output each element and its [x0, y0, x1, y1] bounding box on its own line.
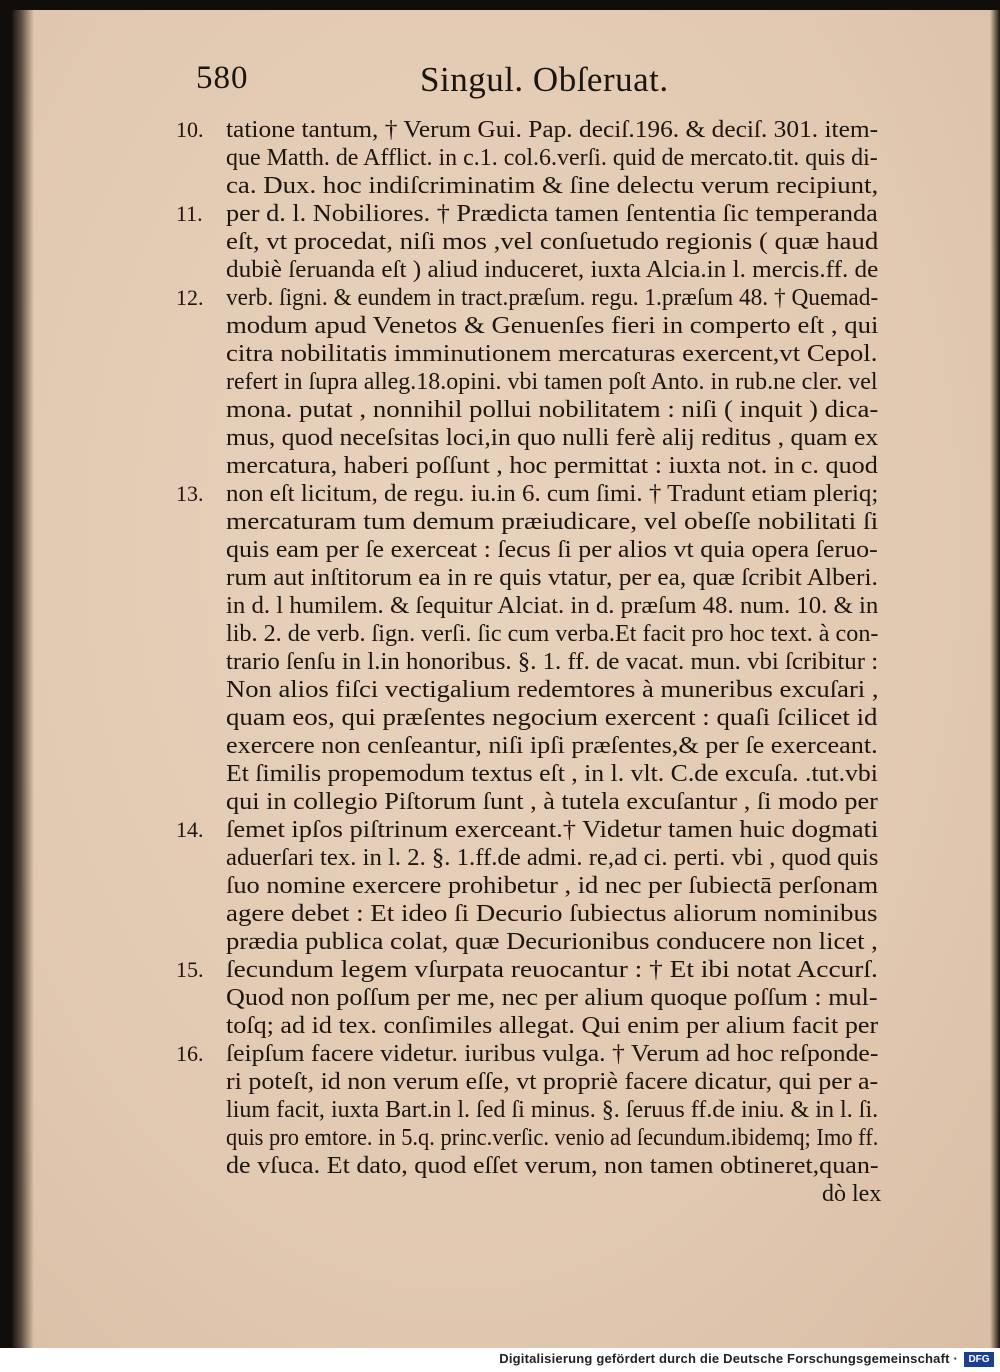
- text-line: dubiè ſeruanda eſt ) aliud induceret, iuxta Alcia.in l. mercis.ff. de: [226, 257, 879, 283]
- text-line: aduerſari tex. in l. 2. §. 1.ff.de admi. re,ad ci. perti. vbi , quod quis: [226, 845, 879, 871]
- text-line: trario ſenſu in l.in honoribus. §. 1. ff. de vacat. mun. vbi ſcribitur :: [226, 649, 879, 675]
- marginal-number: 10.: [176, 117, 204, 142]
- marginal-number: 16.: [176, 1041, 204, 1066]
- text-line: que Matth. de Afflict. in c.1. col.6.verſi. quid de mercato.tit. quis di-: [226, 145, 878, 171]
- text-line: rum aut inſtitorum ea in re quis vtatur, per ea, quæ ſcribit Alberi.: [226, 565, 878, 591]
- marginal-number: 13.: [176, 481, 204, 506]
- text-line: toſq; ad id tex. conſimiles allegat. Qui enim per alium facit per: [226, 1013, 879, 1039]
- text-line: ſeipſum facere videtur. iuribus vulga. † Verum ad hoc reſponde-: [226, 1041, 879, 1067]
- text-line: eſt, vt procedat, niſi mos ,vel conſuetudo regionis ( quæ haud: [226, 229, 879, 255]
- text-line: per d. l. Nobiliores. † Prædicta tamen ſententia ſic temperanda: [226, 201, 878, 227]
- text-line: qui in collegio Piſtorum ſunt , à tutela excuſantur , ſi modo per: [226, 789, 878, 815]
- text-line: ſuo nomine exercere prohibetur , id nec per ſubiectā perſonam: [226, 873, 879, 899]
- page-spine-shadow: [12, 10, 34, 1348]
- text-line: mona. putat , nonnihil pollui nobilitatem : niſi ( inquit ) dica-: [226, 397, 879, 423]
- page-header: [0, 60, 1000, 110]
- text-line: quam eos, qui præſentes negocium exercent : quaſi ſcilicet id: [226, 705, 878, 731]
- text-line: refert in ſupra alleg.18.opini. vbi tamen poſt Anto. in rub.ne cler. vel: [226, 369, 878, 395]
- text-line: modum apud Venetos & Genuenſes fieri in comperto eſt , qui: [226, 313, 879, 339]
- text-line: Et ſimilis propemodum textus eſt , in l. vlt. C.de excuſa. .tut.vbi: [226, 761, 878, 787]
- text-line: lium facit, iuxta Bart.in l. ſed ſi minus. §. ſeruus ff.de iniu. & in l. ſi.: [226, 1097, 879, 1123]
- running-title: Singul. Obſeruat.: [420, 60, 669, 99]
- text-line: quis eam per ſe exerceat : ſecus ſi per alios vt quia opera ſeruo-: [226, 537, 878, 563]
- dfg-logo: DFG: [964, 1352, 994, 1367]
- text-line: in d. l humilem. & ſequitur Alciat. in d. præſum 48. num. 10. & in: [226, 593, 879, 619]
- text-line: mercaturam tum demum præiudicare, vel obeſſe nobilitati ſi: [226, 509, 879, 535]
- text-line: exercere non cenſeantur, niſi ipſi præſentes,& per ſe exerceant.: [226, 733, 878, 759]
- footer-bar: [0, 1348, 1000, 1372]
- marginal-number: 15.: [176, 957, 204, 982]
- text-line: mus, quod neceſsitas loci,in quo nulli ferè alij reditus , quam ex: [226, 425, 879, 451]
- text-line: tatione tantum, † Verum Gui. Pap. deciſ.196. & deciſ. 301. item-: [226, 117, 879, 143]
- page-edge-shadow: [990, 10, 1000, 1348]
- text-line: de vſuca. Et dato, quod eſſet verum, non tamen obtineret,quan-: [226, 1153, 879, 1179]
- text-line: ſecundum legem vſurpata reuocantur : † Et ibi notat Accurſ.: [226, 957, 878, 983]
- funding-notice: Digitalisierung gefördert durch die Deutsche Forschungsgemeinschaft ·: [499, 1351, 958, 1366]
- text-line: ca. Dux. hoc indiſcriminatim & ſine delectu verum recipiunt,: [226, 173, 879, 199]
- page-number: 580: [196, 60, 249, 96]
- marginal-number: 12.: [176, 285, 204, 310]
- text-line: ri poteſt, id non verum eſſe, vt propriè facere dicatur, qui per a-: [226, 1069, 879, 1095]
- text-line: non eſt licitum, de regu. iu.in 6. cum ſimi. † Tradunt etiam pleriq;: [226, 481, 879, 507]
- text-line: verb. ſigni. & eundem in tract.præſum. regu. 1.præſum 48. † Quemad-: [226, 285, 879, 311]
- marginal-number: 11.: [176, 201, 203, 226]
- text-line: lib. 2. de verb. ſign. verſi. ſic cum verba.Et facit pro hoc text. à con-: [226, 621, 879, 647]
- text-line: prædia publica colat, quæ Decurionibus conducere non licet ,: [226, 929, 878, 955]
- text-line: quis pro emtore. in 5.q. princ.verſic. venio ad ſecundum.ibidemq; Imo ff.: [226, 1125, 879, 1151]
- text-line: Quod non poſſum per me, nec per alium quoque poſſum : mul-: [226, 985, 878, 1011]
- text-line: citra nobilitatis imminutionem mercaturas exercent,vt Cepol.: [226, 341, 878, 367]
- text-line: ſemet ipſos piſtrinum exerceant.† Videtur tamen huic dogmati: [226, 817, 879, 843]
- text-line: mercatura, haberi poſſunt , hoc permittat : iuxta not. in c. quod: [226, 453, 878, 479]
- marginal-number: 14.: [176, 817, 204, 842]
- text-line: agere debet : Et ideo ſi Decurio ſubiectus aliorum nominibus: [226, 901, 878, 927]
- catchword: dò lex: [822, 1181, 882, 1207]
- text-line: Non alios fiſci vectigalium redemtores à muneribus excuſari ,: [226, 677, 879, 703]
